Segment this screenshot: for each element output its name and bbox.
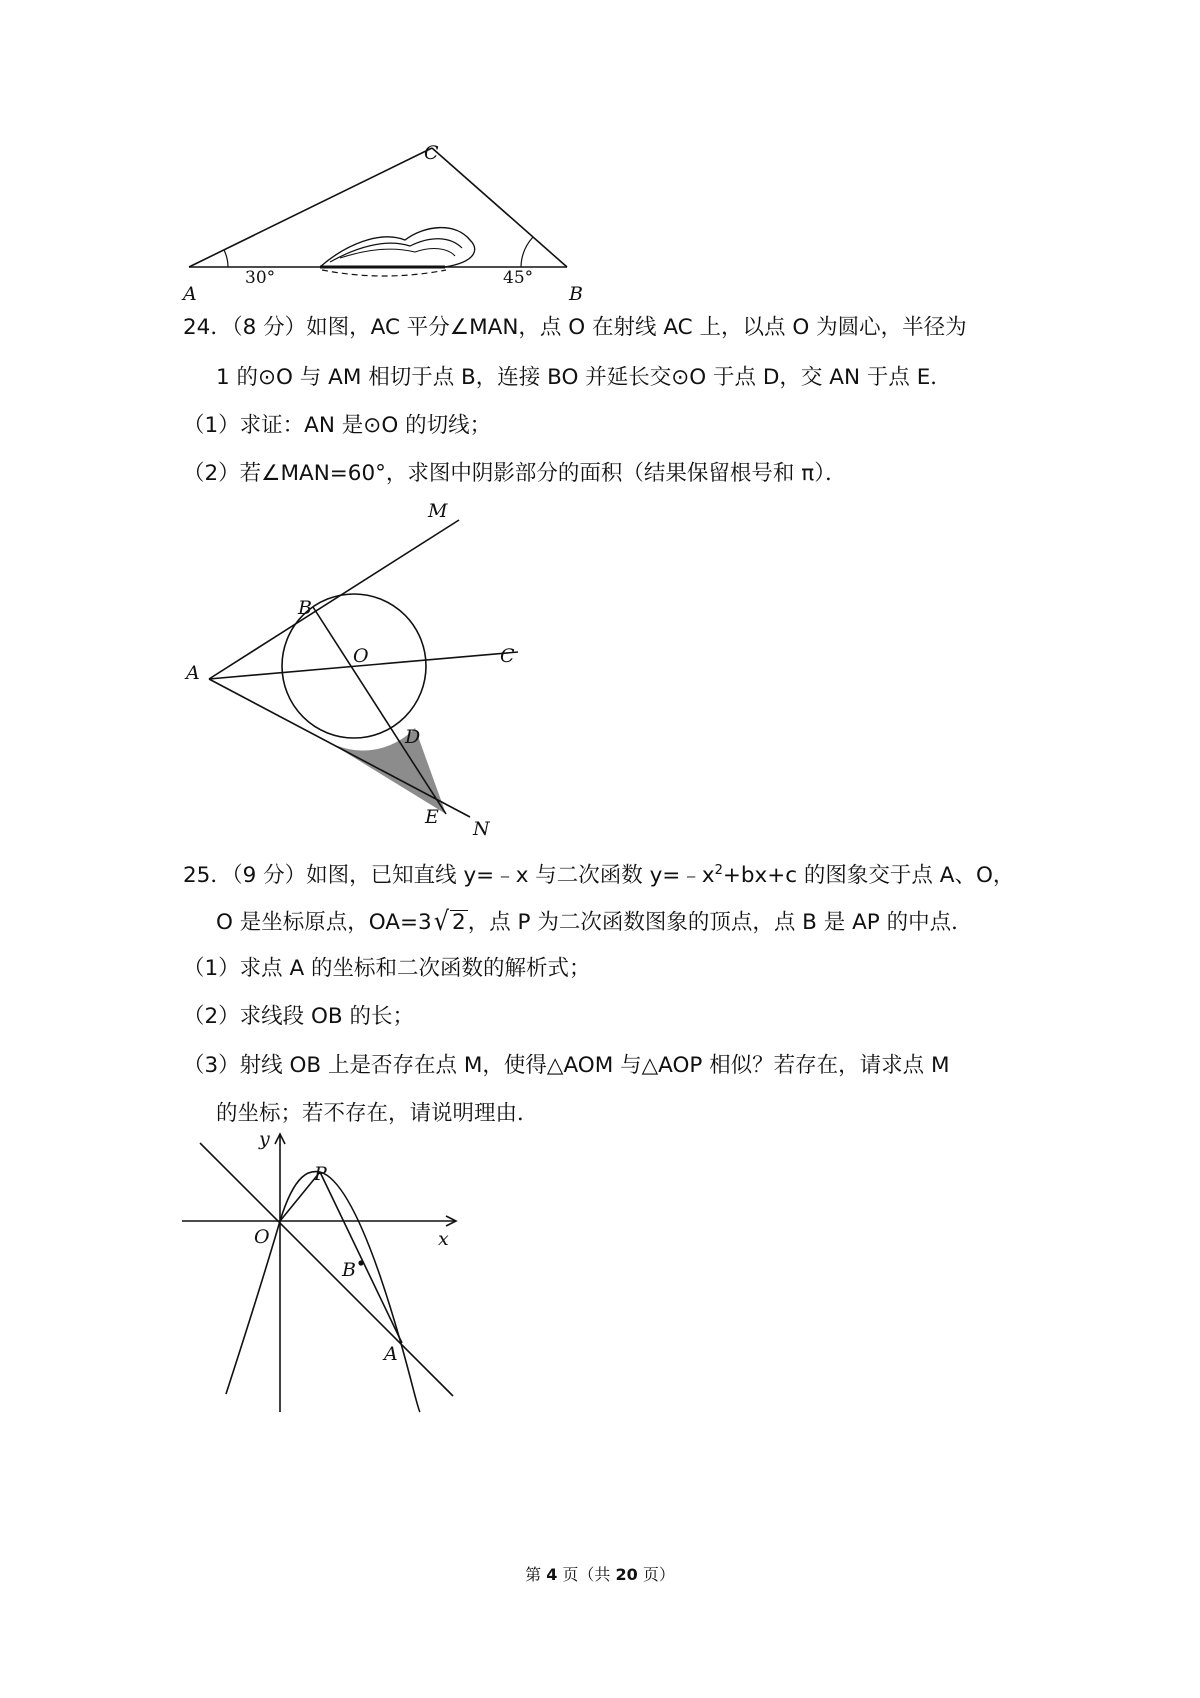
q25-part1: （1）求点 A 的坐标和二次函数的解析式；: [183, 956, 591, 981]
q25-label-o: O: [254, 1226, 270, 1248]
q24-label-n: N: [473, 818, 490, 840]
page-number: 4: [546, 1565, 558, 1584]
q24-part1: （1）求证：AN 是⊙O 的切线；: [183, 413, 492, 438]
q25-label-a: A: [384, 1343, 398, 1365]
q25-label-x: x: [438, 1228, 449, 1250]
q25-label-p: P: [314, 1163, 327, 1185]
q24-label-e: E: [425, 806, 439, 828]
q25-line1: 25．（9 分）如图，已知直线 y=﹣x 与二次函数 $y=﹣x^2+bx+c$ 的图象交于点 A、O，: [183, 863, 1015, 889]
q24-label-m: M: [428, 500, 448, 522]
q24-label-d: D: [405, 726, 421, 748]
q24-line2: 1 的⊙O 与 AM 相切于点 B，连接 BO 并延长交⊙O 于点 D，交 AN 于点 E．: [216, 365, 952, 390]
label-c: C: [424, 142, 439, 164]
q24-part2: （2）若∠MAN=60°，求图中阴影部分的面积（结果保留根号和 π）．: [183, 461, 847, 486]
q25-label-b: B: [342, 1259, 356, 1281]
sqrt-sign: √: [433, 905, 450, 937]
angle-30-label: 30°: [245, 268, 276, 288]
q25-part3-line1: （3）射线 OB 上是否存在点 M，使得△AOM 与△AOP 相似？若存在，请求点 M: [183, 1053, 950, 1078]
q25-label-y: y: [259, 1128, 270, 1150]
sqrt-radicand: 2: [452, 910, 466, 935]
parabola-diagram: [0, 0, 600, 1420]
page-total: 20: [615, 1565, 638, 1584]
page-footer: 第 4 页（共 20 页）: [525, 1565, 675, 1584]
q24-label-c: C: [500, 645, 515, 667]
figure-parabola: [0, 0, 600, 1420]
q25-part3-line2: 的坐标；若不存在，请说明理由．: [216, 1101, 539, 1126]
label-a: A: [183, 283, 197, 305]
q24-line1: 24．（8 分）如图，AC 平分∠MAN，点 O 在射线 AC 上，以点 O 为圆心，半径为: [183, 315, 967, 340]
q24-label-o: O: [353, 645, 369, 667]
q24-label-b: B: [298, 597, 312, 619]
q25-part2: （2）求线段 OB 的长；: [183, 1004, 415, 1029]
label-b: B: [569, 283, 583, 305]
q24-label-a: A: [186, 662, 200, 684]
angle-45-label: 45°: [503, 268, 534, 288]
q25-line2: O 是坐标原点，OA=3√ 2，点 P 为二次函数图象的顶点，点 B 是 AP 的中点．: [216, 905, 973, 937]
